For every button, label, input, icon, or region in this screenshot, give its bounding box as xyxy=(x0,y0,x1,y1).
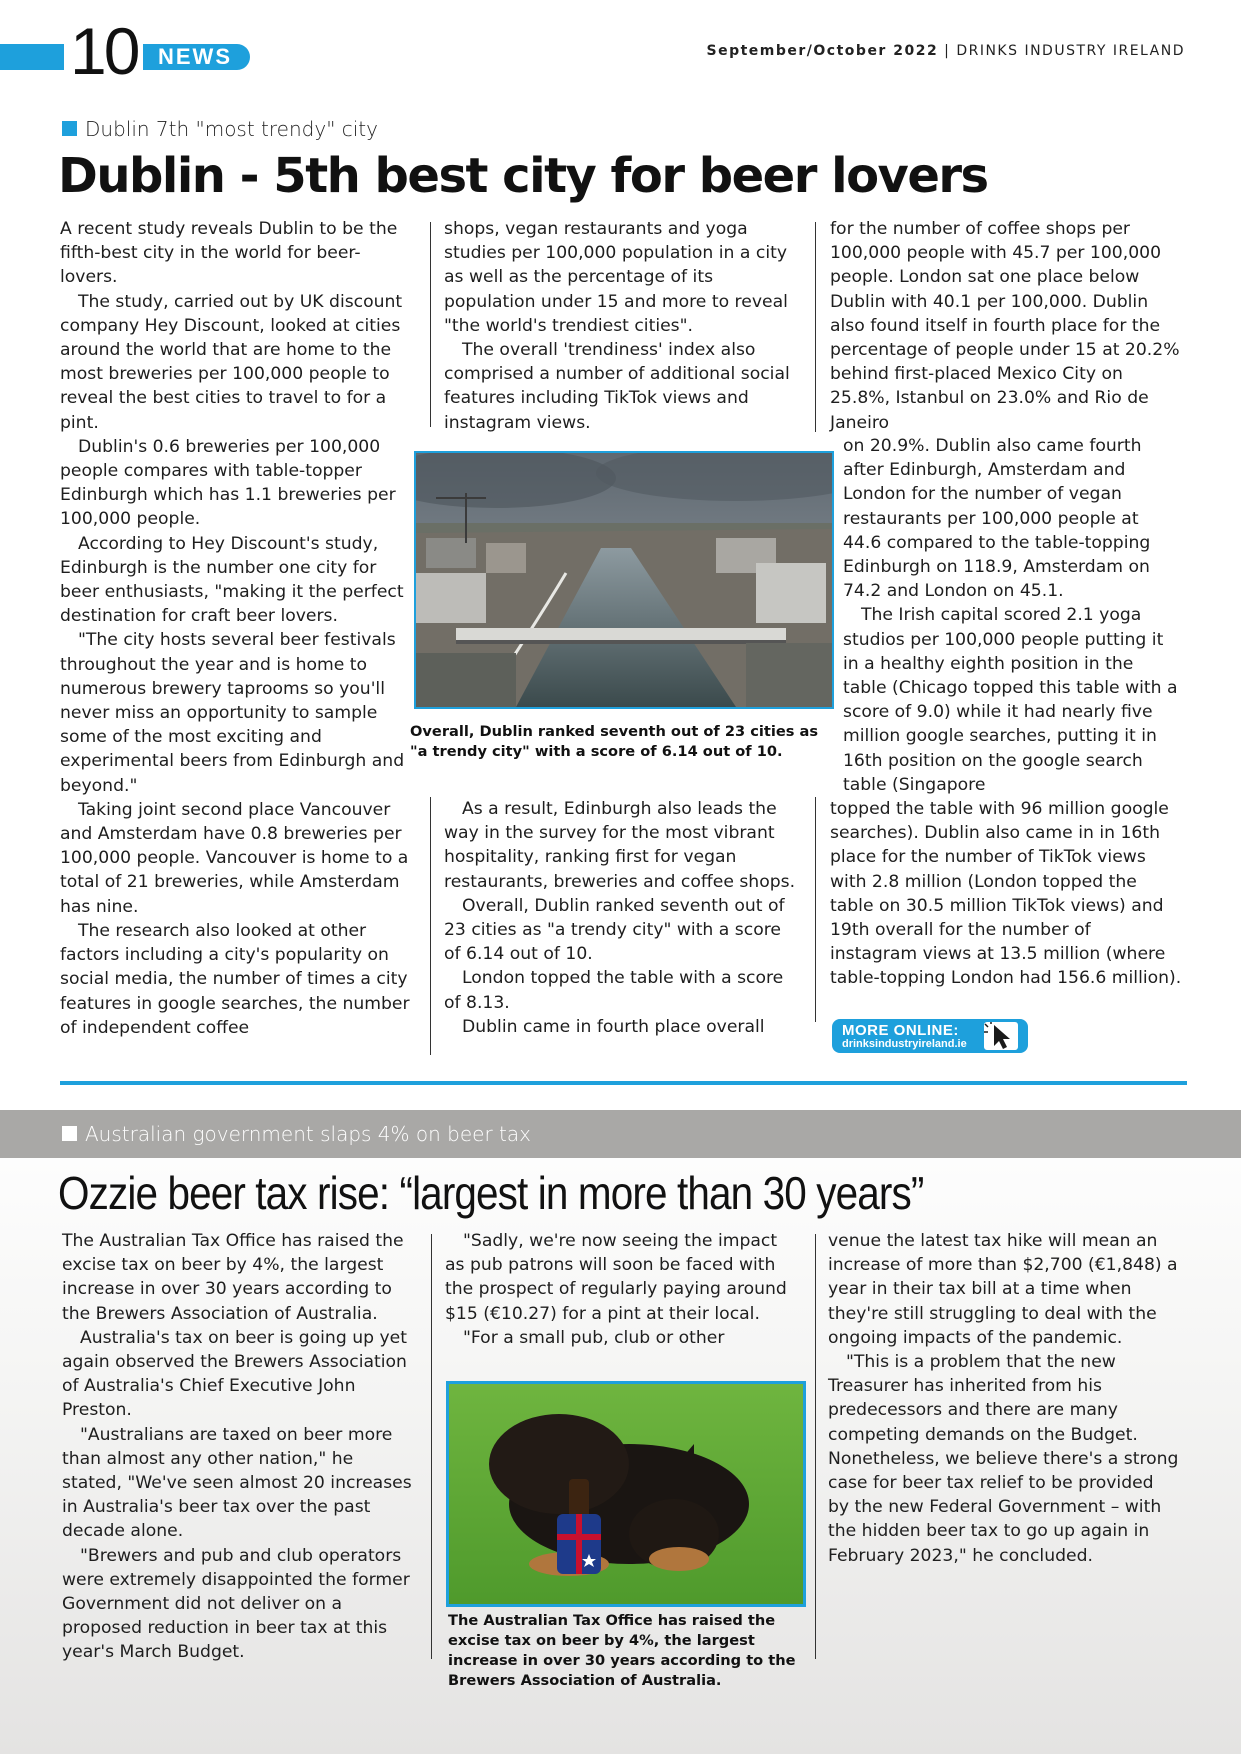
article2-kicker xyxy=(62,1122,531,1146)
paragraph: A recent study reveals Dublin to be the fifth-best city in the world for beer-lovers. xyxy=(60,219,398,288)
issue-separator: | xyxy=(944,43,951,59)
paragraph: The overall 'trendiness' index also comprised a number of additional social features including TikTok views and instagram views. xyxy=(444,340,790,433)
column-rule xyxy=(430,797,431,1055)
article2-column-3 xyxy=(828,1229,1180,1568)
article1-kicker xyxy=(62,117,378,141)
article1-column-3-bottom xyxy=(830,797,1182,991)
paragraph: London topped the table with a score of 8.13. xyxy=(444,968,784,1013)
column-rule xyxy=(431,1234,432,1659)
column-rule xyxy=(430,222,431,427)
paragraph: Overall, Dublin ranked seventh out of 23 cities as "a trendy city" with a score of 6.14 out of 10. xyxy=(444,895,785,965)
square-bullet-icon xyxy=(62,1126,77,1141)
dublin-river-photo xyxy=(414,451,834,709)
issue-line xyxy=(707,43,1186,59)
paragraph: for the number of coffee shops per 100,000 people with 45.7 per 100,000 people. London sat one place below Dublin with 40.1 per 100,000. Dublin also found itself in fourth place for the percentage of people under 15 at 20.2% behind first-placed Mexico City on 25.8%, Istanbul on 23.0% and Rio de Janeiro xyxy=(830,219,1180,433)
section-divider xyxy=(60,1081,1187,1085)
publication-name: DRINKS INDUSTRY IRELAND xyxy=(956,43,1185,59)
paragraph: "This is a problem that the new Treasurer has inherited from his predecessors and there are many competing demands on the Budget. Nonetheless, we believe there's a strong case for beer tax relief to be provided by the new Federal Government – with the hidden beer tax to go up again in February 2023," he concluded. xyxy=(828,1352,1179,1566)
column-rule xyxy=(815,1234,816,1659)
article2-headline: Ozzie beer tax rise: “largest in more than 30 years” xyxy=(58,1167,924,1219)
paragraph: Australia's tax on beer is going up yet again observed the Brewers Association of Australia's Chief Executive John Preston. xyxy=(62,1327,407,1421)
more-online-label: MORE ONLINE: xyxy=(842,1022,959,1039)
paragraph: venue the latest tax hike will mean an increase of more than $2,700 (€1,848) a year in their tax bill at a time when they're still struggling to deal with the ongoing impacts of the pandemic. xyxy=(828,1231,1178,1348)
article1-headline: Dublin - 5th best city for beer lovers xyxy=(58,148,988,204)
paragraph: shops, vegan restaurants and yoga studies per 100,000 population in a city as well as the percentage of its population under 15 and more to reveal "the world's trendiest cities". xyxy=(444,219,788,336)
article1-column-3-top xyxy=(830,217,1182,435)
article1-photo-caption: Overall, Dublin ranked seventh out of 23 cities as "a trendy city" with a score of 6.14 out of 10. xyxy=(410,723,819,760)
section-label: NEWS xyxy=(158,44,232,69)
paragraph: "The city hosts several beer festivals throughout the year and is home to numerous brewery taprooms so you'll never miss an opportunity to sample some of the most exciting and experimental beers from Edinburgh and beyond." xyxy=(60,630,405,796)
dog-with-beer-photo xyxy=(446,1381,806,1607)
paragraph: Dublin's 0.6 breweries per 100,000 people compares with table-topper Edinburgh which has 1.1 breweries per 100,000 people. xyxy=(60,436,396,530)
paragraph: on 20.9%. Dublin also came fourth after Edinburgh, Amsterdam and London for the number of vegan restaurants per 100,000 people at 44.6 compared to the table-topping Edinburgh on 118.9, Amsterdam on 74.2 and London on 45.1. xyxy=(843,436,1151,602)
paragraph: "Brewers and pub and club operators were extremely disappointed the former Government did not deliver on a proposed reduction in beer tax at this year's March Budget. xyxy=(62,1545,410,1663)
paragraph: Taking joint second place Vancouver and Amsterdam have 0.8 breweries per 100,000 people. Vancouver is home to a total of 21 breweries, while Amsterdam has nine. xyxy=(60,799,409,917)
paragraph: Dublin came in fourth place overall xyxy=(462,1016,765,1037)
more-online-link[interactable] xyxy=(832,1019,1028,1053)
paragraph: "For a small pub, club or other xyxy=(463,1327,725,1348)
article2-column-2-top xyxy=(445,1229,801,1350)
paragraph: "Australians are taxed on beer more than almost any other nation," he stated, "We've seen almost 20 increases in Australia's beer tax over the past decade alone. xyxy=(62,1424,412,1542)
column-rule xyxy=(815,222,816,432)
paragraph: topped the table with 96 million google searches). Dublin also came in in 16th place for the number of TikTok views with 2.8 million (London topped the table on 30.5 million TikTok views) and 19th overall for the number of instagram views at 13.5 million (where table-topping London had 156.6 million). xyxy=(830,799,1182,989)
paragraph: The study, carried out by UK discount company Hey Discount, looked at cities around the world that are home to the most breweries per 100,000 people to reveal the best cities to travel to for a pint. xyxy=(60,291,403,433)
paragraph: The Irish capital scored 2.1 yoga studios per 100,000 people putting it in a healthy eighth position in the table (Chicago topped this table with a score of 9.0) while it had nearly five million google searches, putting it in 16th position on the google search table (Singapore xyxy=(843,605,1178,795)
article1-column-2-bottom xyxy=(444,797,796,1039)
article1-column-1 xyxy=(60,217,416,1040)
article1-kicker-text: Dublin 7th "most trendy" city xyxy=(85,117,378,141)
article1-column-3-wrap xyxy=(843,434,1182,797)
article2-kicker-text: Australian government slaps 4% on beer tax xyxy=(85,1122,531,1146)
article1-column-2-top xyxy=(444,217,796,435)
paragraph: As a result, Edinburgh also leads the way in the survey for the most vibrant hospitality, ranking first for vegan restaurants, breweries and coffee shops. xyxy=(444,799,796,892)
square-bullet-icon xyxy=(62,121,77,136)
issue-date: September/October 2022 xyxy=(706,43,939,59)
article2-column-1 xyxy=(62,1229,418,1665)
article2-photo-caption: The Australian Tax Office has raised the excise tax on beer by 4%, the largest increase in over 30 years according to the Brewers Association of Australia. xyxy=(448,1612,796,1689)
cursor-arrow-icon xyxy=(984,1022,1018,1050)
paragraph: "Sadly, we're now seeing the impact as pub patrons will soon be faced with the prospect of regularly paying around $15 (€10.27) for a pint at their local. xyxy=(445,1231,787,1324)
paragraph: According to Hey Discount's study, Edinburgh is the number one city for beer enthusiasts, "making it the perfect destination for craft beer lovers. xyxy=(60,533,404,627)
page-number: 10 xyxy=(64,18,143,84)
column-rule xyxy=(815,797,816,1022)
more-online-url: drinksindustryireland.ie xyxy=(842,1038,967,1050)
paragraph: The Australian Tax Office has raised the excise tax on beer by 4%, the largest increase in over 30 years according to the Brewers Association of Australia. xyxy=(62,1231,404,1324)
paragraph: The research also looked at other factors including a city's popularity on social media, the number of times a city features in google searches, the number of independent coffee xyxy=(60,920,410,1038)
